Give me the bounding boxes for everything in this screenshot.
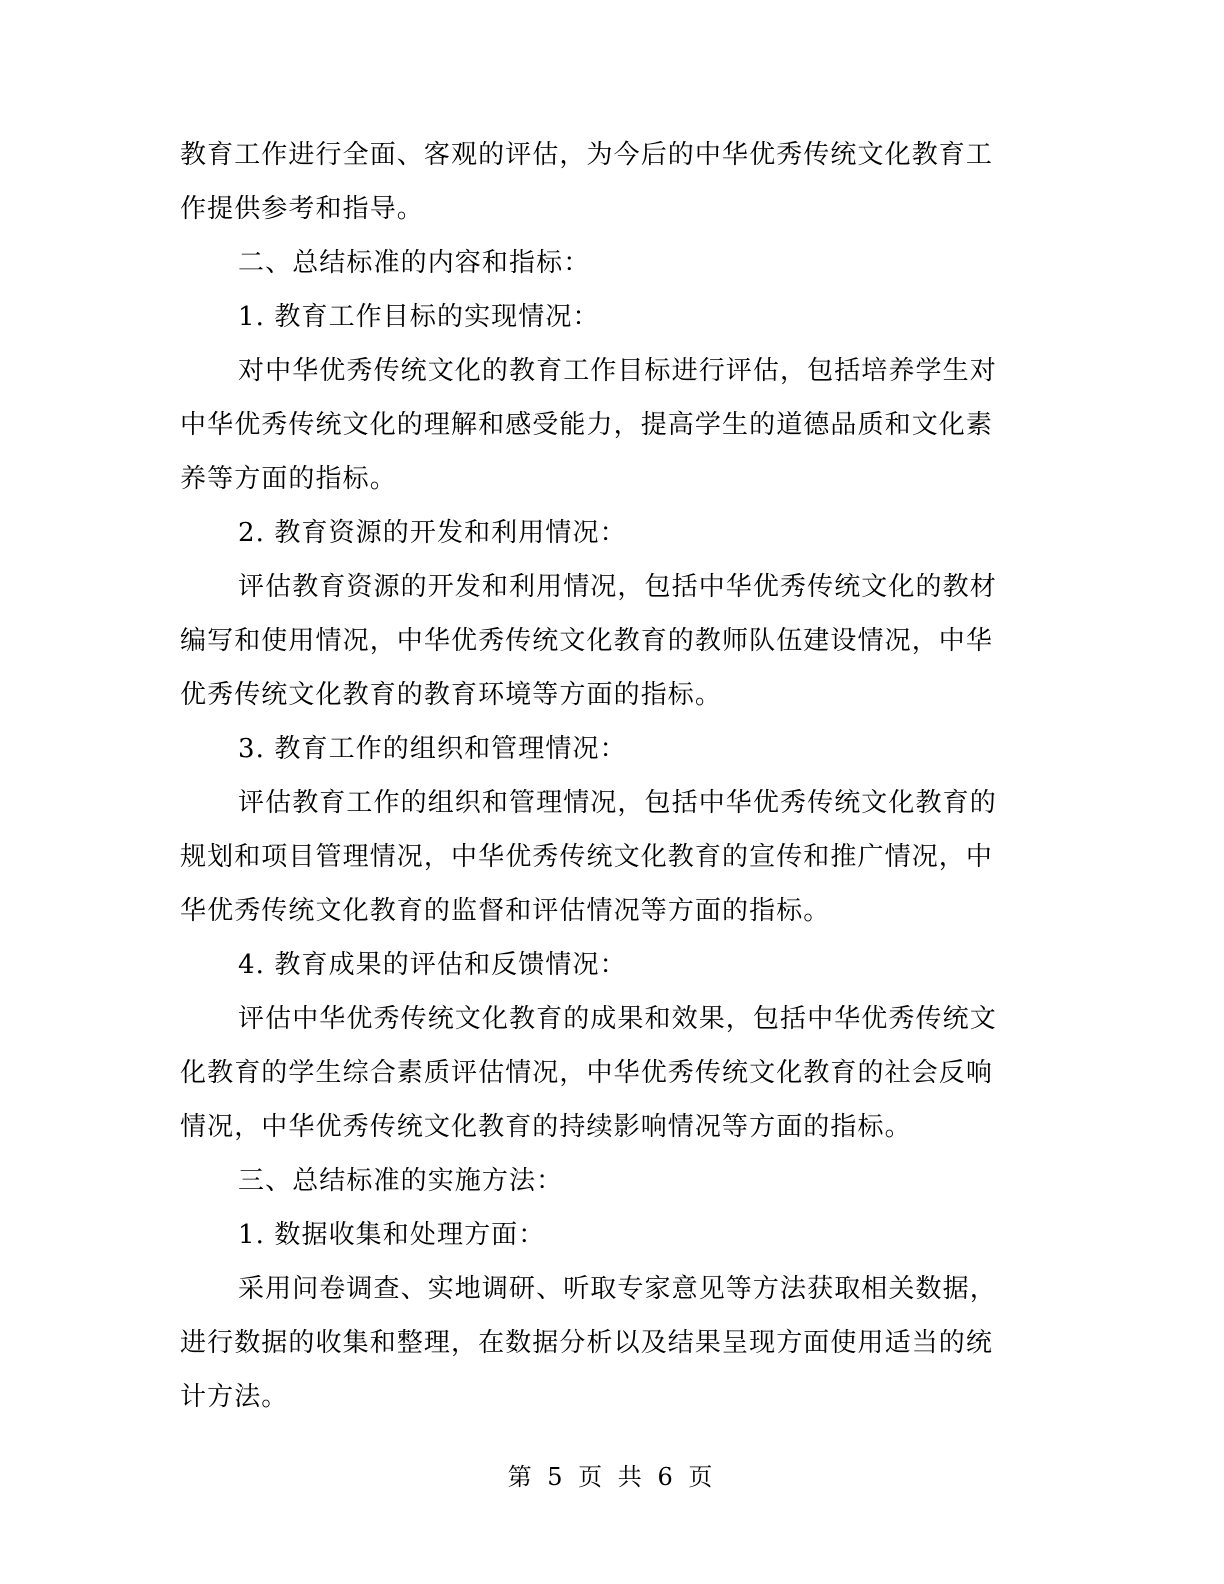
text-line: 计方法。	[180, 1382, 289, 1412]
page-body	[180, 128, 1010, 1424]
text-line: 评估教育资源的开发和利用情况，包括中华优秀传统文化的教材	[238, 572, 997, 602]
text-line: 作提供参考和指导。	[180, 194, 424, 224]
page-number-footer: 第 5 页 共 6 页	[507, 1463, 717, 1491]
text-line: 中华优秀传统文化的理解和感受能力，提高学生的道德品质和文化素	[180, 410, 994, 440]
section-heading: 二、总结标准的内容和指标：	[238, 248, 591, 278]
text-line: 情况，中华优秀传统文化教育的持续影响情况等方面的指标。	[180, 1112, 912, 1142]
text-line: 评估教育工作的组织和管理情况，包括中华优秀传统文化教育的	[238, 788, 997, 818]
subsection-heading: 2. 教育资源的开发和利用情况：	[238, 518, 627, 548]
section-heading: 三、总结标准的实施方法：	[238, 1166, 564, 1196]
text-line: 编写和使用情况，中华优秀传统文化教育的教师队伍建设情况，中华	[180, 626, 994, 656]
text-line: 规划和项目管理情况，中华优秀传统文化教育的宣传和推广情况，中	[180, 842, 994, 872]
text-line: 采用问卷调查、实地调研、听取专家意见等方法获取相关数据，	[238, 1274, 997, 1304]
text-line: 教育工作进行全面、客观的评估，为今后的中华优秀传统文化教育工	[180, 140, 994, 170]
subsection-heading: 1. 教育工作目标的实现情况：	[238, 302, 600, 332]
text-line: 养等方面的指标。	[180, 464, 397, 494]
text-line: 进行数据的收集和整理，在数据分析以及结果呈现方面使用适当的统	[180, 1328, 994, 1358]
subsection-heading: 1. 数据收集和处理方面：	[238, 1220, 546, 1250]
text-line: 华优秀传统文化教育的监督和评估情况等方面的指标。	[180, 896, 831, 926]
text-line: 化教育的学生综合素质评估情况，中华优秀传统文化教育的社会反响	[180, 1058, 994, 1088]
subsection-heading: 3. 教育工作的组织和管理情况：	[238, 734, 627, 764]
subsection-heading: 4. 教育成果的评估和反馈情况：	[238, 950, 627, 980]
text-line: 对中华优秀传统文化的教育工作目标进行评估，包括培养学生对	[238, 356, 997, 386]
text-line: 评估中华优秀传统文化教育的成果和效果，包括中华优秀传统文	[238, 1004, 997, 1034]
text-line: 优秀传统文化教育的教育环境等方面的指标。	[180, 680, 723, 710]
